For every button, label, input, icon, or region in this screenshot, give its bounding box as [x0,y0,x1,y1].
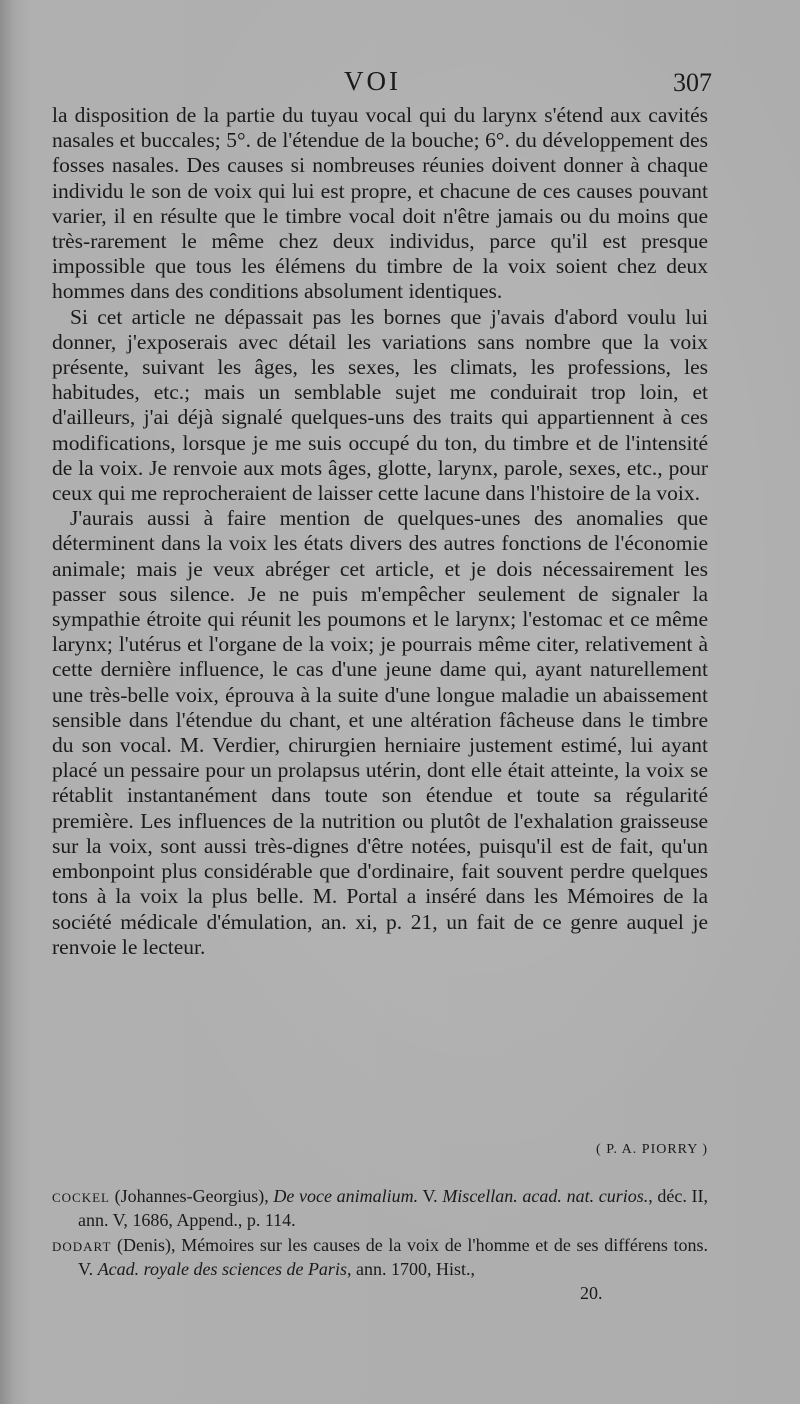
bib-rest: , déc. II, ann. V, 1686, Append., p. 114. [78,1186,708,1230]
bib-title: De voce animalium. [273,1186,419,1206]
bib-rest: , ann. 1700, Hist., [346,1259,475,1279]
running-head: VOI [344,66,401,96]
body-text [52,103,708,960]
page-header [52,64,712,104]
bib-author: COCKEL [52,1190,110,1205]
paragraph-variations: Si cet article ne dépassait pas les bornes que j'avais d'abord voulu lui donner, j'exposerais avec détail les variations sans nombre que la voix présente, suivant les âges, les sexes, les climats, les professions, les habitudes, etc.; mais un semblable sujet me conduirait trop loin, et d'ailleurs, j'ai déjà signalé quelques-uns des traits qui appartiennent à ces modifications, lorsque je me suis occupé du ton, du timbre et de l'intensité de la voix. Je renvoie aux mots âges, glotte, larynx, parole, sexes, etc., pour ceux qui me reprocheraient de laisser cette lacune dans l'histoire de la voix. [52,304,708,506]
bib-author-name: (Johannes-Georgius), [110,1186,274,1206]
bibliography [52,1185,708,1283]
bib-details: Mémoires sur les causes de la voix de l'homme et de ses différens tons. V. [78,1235,708,1279]
bibliography-entry [52,1185,708,1231]
bib-author: DODART [52,1239,112,1254]
page-number: 307 [673,68,712,97]
bib-details: V. [418,1186,443,1206]
paragraph-continuation: la disposition de la partie du tuyau vocal qui du larynx s'étend aux cavités nasales et buccales; 5°. de l'étendue de la bouche; 6°. du développement des fosses nasales. Des causes si nombreuses réunies doivent donner à chaque individu le son de voix qui lui est propre, et chacune de ces causes pouvant varier, il en résulte que le timbre vocal doit n'être jamais ou du moins que très-rarement le même chez deux individus, parce qu'il est presque impossible que tous les élémens du timbre de la voix soient chez deux hommes dans des conditions absolument identiques. [52,103,708,304]
paragraph-anomalies: J'aurais aussi à faire mention de quelques-unes des anomalies que déterminent dans la voix les états divers des autres fonctions de l'économie animale; mais je veux abréger cet article, et je dois nécessairement les passer sous silence. Je ne puis m'empêcher seulement de signaler la sympathie étroite qui réunit les poumons et le larynx; l'estomac et ce même larynx; l'utérus et l'organe de la voix; je pourrais même citer, relativement à cette dernière influence, le cas d'une jeune dame qui, ayant naturellement une très-belle voix, éprouva à la suite d'une longue maladie un abaissement sensible dans l'étendue du chant, et une altération fâcheuse dans le timbre du son vocal. M. Verdier, chirurgien herniaire justement estimé, lui ayant placé un pessaire pour un prolapsus utérin, dont elle était atteinte, la voix se rétablit instantanément dans toute son étendue et toute sa régularité première. Les influences de la nutrition ou plutôt de l'exhalation graisseuse sur la voix, sont aussi très-dignes d'être notées, puisqu'il est de fait, qu'un embonpoint plus considérable que d'ordinaire, fait souvent perdre quelques tons à la voix la plus belle. M. Portal a inséré dans les Mémoires de la société médicale d'émulation, an. xi, p. 21, un fait de ce genre auquel je renvoie le lecteur. [52,506,708,959]
catch-word: 20. [580,1283,603,1303]
bib-author-name: (Denis), [111,1235,182,1255]
bibliography-entry [52,1234,708,1280]
bib-journal: Acad. royale des sciences de Paris [97,1259,347,1279]
author-signature: ( P. A. PIORRY ) [596,1142,708,1157]
bib-journal: Miscellan. acad. nat. curios. [442,1186,649,1206]
